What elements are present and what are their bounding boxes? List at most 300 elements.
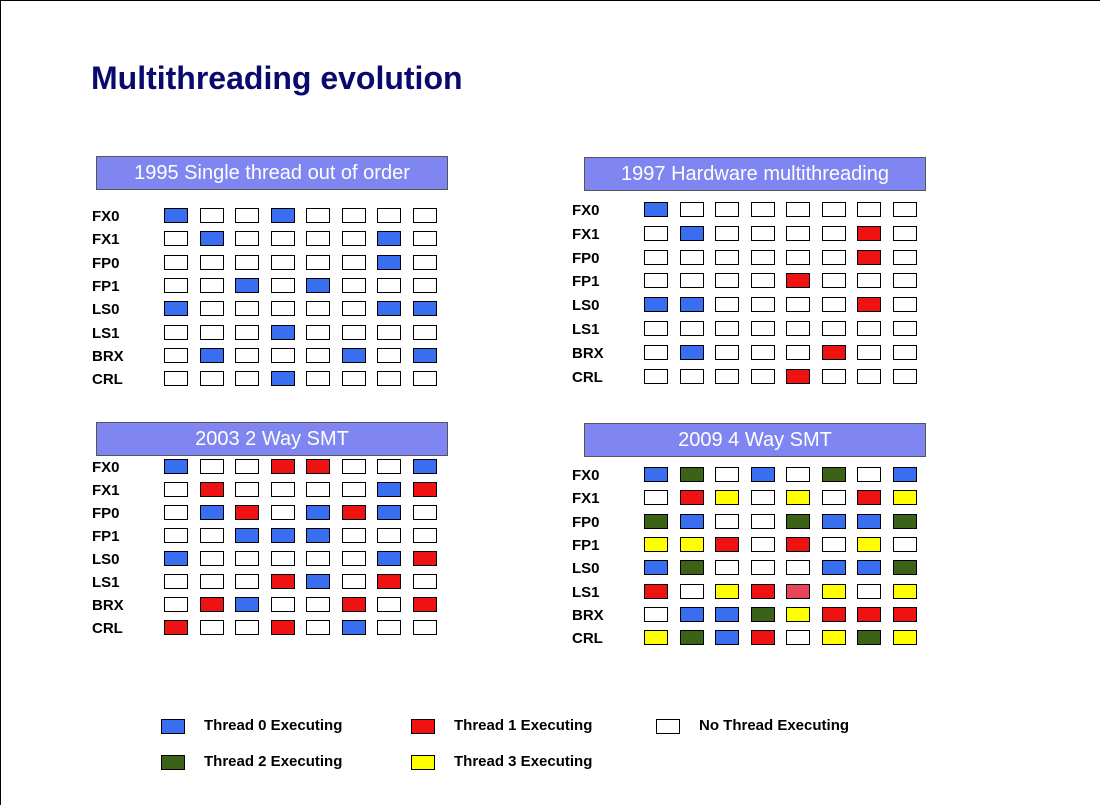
- legend-swatch: [161, 719, 185, 734]
- slot-cell: [715, 584, 739, 599]
- slot-cell: [680, 467, 704, 482]
- slot-cell: [715, 467, 739, 482]
- slot-cell: [271, 231, 295, 246]
- row-label: FX1: [92, 231, 120, 249]
- slide-title: Multithreading evolution: [91, 60, 463, 96]
- slot-cell: [306, 278, 330, 293]
- row-label: FX1: [572, 225, 600, 243]
- slot-cell: [857, 202, 881, 217]
- slot-cell: [306, 301, 330, 316]
- slot-cell: [786, 250, 810, 265]
- slot-cell: [164, 505, 188, 520]
- slot-cell: [377, 574, 401, 589]
- slot-cell: [306, 620, 330, 635]
- slot-cell: [857, 226, 881, 241]
- slot-cell: [644, 297, 668, 312]
- slot-cell: [200, 348, 224, 363]
- slot-cell: [644, 467, 668, 482]
- slot-cell: [822, 369, 846, 384]
- slot-cell: [164, 325, 188, 340]
- legend-swatch: [411, 719, 435, 734]
- slot-cell: [306, 348, 330, 363]
- slot-cell: [715, 607, 739, 622]
- slot-cell: [680, 607, 704, 622]
- slot-cell: [377, 597, 401, 612]
- slot-cell: [377, 528, 401, 543]
- slot-cell: [164, 574, 188, 589]
- row-label: FX0: [92, 208, 120, 225]
- slot-cell: [680, 273, 704, 288]
- row-label: FP0: [92, 254, 120, 272]
- legend-label: Thread 3 Executing: [454, 753, 593, 770]
- slot-cell: [377, 231, 401, 246]
- slot-cell: [644, 537, 668, 552]
- slot-cell: [271, 208, 295, 223]
- slot-cell: [377, 505, 401, 520]
- slot-cell: [306, 574, 330, 589]
- slot-cell: [413, 348, 437, 363]
- slot-cell: [200, 597, 224, 612]
- slot-cell: [715, 560, 739, 575]
- slot-cell: [893, 273, 917, 288]
- slot-cell: [680, 537, 704, 552]
- slot-cell: [893, 467, 917, 482]
- slot-cell: [164, 348, 188, 363]
- row-label: LS1: [572, 321, 600, 338]
- slot-cell: [644, 490, 668, 505]
- slot-cell: [271, 371, 295, 386]
- slot-cell: [235, 551, 259, 566]
- row-label: BRX: [92, 347, 124, 365]
- slot-cell: [413, 278, 437, 293]
- slot-cell: [413, 597, 437, 612]
- slot-cell: [680, 630, 704, 645]
- slot-cell: [644, 321, 668, 336]
- slot-cell: [893, 584, 917, 599]
- slot-cell: [715, 321, 739, 336]
- slot-cell: [235, 301, 259, 316]
- slot-cell: [200, 231, 224, 246]
- slot-cell: [413, 574, 437, 589]
- row-label: BRX: [572, 606, 604, 624]
- slot-cell: [857, 321, 881, 336]
- slot-cell: [822, 321, 846, 336]
- slot-cell: [235, 620, 259, 635]
- row-label: FP0: [572, 249, 600, 267]
- slot-cell: [306, 551, 330, 566]
- slot-cell: [786, 297, 810, 312]
- slot-cell: [644, 273, 668, 288]
- slot-cell: [413, 482, 437, 497]
- slot-cell: [271, 255, 295, 270]
- slot-cell: [751, 467, 775, 482]
- slot-cell: [680, 584, 704, 599]
- slot-cell: [413, 325, 437, 340]
- slot-cell: [822, 584, 846, 599]
- slot-cell: [271, 505, 295, 520]
- panel-title-3: 2003 2 Way SMT: [96, 422, 448, 456]
- slot-cell: [893, 607, 917, 622]
- slot-cell: [786, 467, 810, 482]
- slot-cell: [893, 202, 917, 217]
- slot-cell: [822, 514, 846, 529]
- slot-cell: [413, 208, 437, 223]
- slot-cell: [235, 278, 259, 293]
- slot-cell: [715, 490, 739, 505]
- slot-cell: [680, 560, 704, 575]
- legend-label: Thread 2 Executing: [204, 753, 343, 770]
- legend-label: Thread 0 Executing: [204, 717, 343, 734]
- slot-cell: [644, 607, 668, 622]
- slot-cell: [751, 202, 775, 217]
- slot-cell: [377, 325, 401, 340]
- slot-cell: [306, 325, 330, 340]
- slot-cell: [377, 255, 401, 270]
- slot-cell: [680, 490, 704, 505]
- slot-cell: [342, 255, 366, 270]
- slot-cell: [235, 459, 259, 474]
- slot-cell: [200, 482, 224, 497]
- slot-cell: [857, 630, 881, 645]
- slot-cell: [235, 597, 259, 612]
- slot-cell: [786, 537, 810, 552]
- panel-title-2: 1997 Hardware multithreading: [584, 157, 926, 191]
- slot-cell: [377, 620, 401, 635]
- slot-cell: [857, 584, 881, 599]
- slot-cell: [413, 620, 437, 635]
- slot-cell: [857, 273, 881, 288]
- slot-cell: [164, 459, 188, 474]
- slot-cell: [200, 459, 224, 474]
- slot-cell: [306, 208, 330, 223]
- slot-cell: [200, 371, 224, 386]
- legend-swatch: [411, 755, 435, 770]
- slot-cell: [751, 369, 775, 384]
- slot-cell: [306, 371, 330, 386]
- slot-cell: [644, 560, 668, 575]
- slot-cell: [786, 607, 810, 622]
- slot-cell: [306, 528, 330, 543]
- slot-cell: [342, 459, 366, 474]
- slot-cell: [715, 250, 739, 265]
- slot-cell: [271, 278, 295, 293]
- slot-cell: [822, 490, 846, 505]
- row-label: BRX: [92, 597, 124, 614]
- slot-cell: [680, 369, 704, 384]
- slot-cell: [235, 231, 259, 246]
- slot-cell: [857, 369, 881, 384]
- slot-cell: [164, 208, 188, 223]
- slot-cell: [822, 297, 846, 312]
- slot-cell: [271, 528, 295, 543]
- row-label: CRL: [92, 371, 123, 389]
- slot-cell: [893, 345, 917, 360]
- row-label: LS1: [572, 583, 600, 601]
- slot-cell: [200, 278, 224, 293]
- row-label: FX1: [92, 482, 120, 499]
- panel-title-4: 2009 4 Way SMT: [584, 423, 926, 457]
- slot-cell: [413, 505, 437, 520]
- row-label: CRL: [92, 620, 123, 637]
- row-label: BRX: [572, 344, 604, 362]
- slot-cell: [377, 348, 401, 363]
- slot-cell: [751, 226, 775, 241]
- row-label: LS1: [92, 324, 120, 342]
- slot-cell: [786, 630, 810, 645]
- slot-cell: [751, 560, 775, 575]
- slot-cell: [164, 278, 188, 293]
- row-label: CRL: [572, 630, 603, 648]
- slot-cell: [306, 505, 330, 520]
- slot-cell: [680, 202, 704, 217]
- slot-cell: [235, 574, 259, 589]
- slot-cell: [413, 231, 437, 246]
- slot-cell: [235, 505, 259, 520]
- slot-cell: [786, 490, 810, 505]
- row-label: LS0: [572, 297, 600, 315]
- slot-cell: [857, 250, 881, 265]
- panel-title-1: 1995 Single thread out of order: [96, 156, 448, 190]
- slot-cell: [893, 514, 917, 529]
- slot-cell: [751, 514, 775, 529]
- slot-cell: [377, 551, 401, 566]
- slot-cell: [235, 208, 259, 223]
- slot-cell: [164, 371, 188, 386]
- slot-cell: [822, 250, 846, 265]
- slot-cell: [342, 371, 366, 386]
- slot-cell: [306, 482, 330, 497]
- row-label: FX0: [572, 467, 600, 484]
- slot-cell: [342, 482, 366, 497]
- slot-cell: [200, 301, 224, 316]
- slot-cell: [786, 514, 810, 529]
- slot-cell: [235, 325, 259, 340]
- slot-cell: [822, 537, 846, 552]
- slot-cell: [644, 202, 668, 217]
- slot-cell: [235, 255, 259, 270]
- slot-cell: [786, 369, 810, 384]
- slot-cell: [893, 490, 917, 505]
- slot-cell: [786, 273, 810, 288]
- slot-cell: [235, 528, 259, 543]
- slot-cell: [164, 620, 188, 635]
- slot-cell: [680, 345, 704, 360]
- slot-cell: [751, 537, 775, 552]
- slot-cell: [413, 528, 437, 543]
- row-label: FP1: [572, 536, 600, 554]
- slot-cell: [822, 607, 846, 622]
- slot-cell: [271, 620, 295, 635]
- slot-cell: [751, 607, 775, 622]
- slot-cell: [200, 505, 224, 520]
- slot-cell: [200, 325, 224, 340]
- slot-cell: [893, 560, 917, 575]
- slot-cell: [680, 321, 704, 336]
- slot-cell: [377, 482, 401, 497]
- slot-cell: [715, 297, 739, 312]
- row-label: FP0: [572, 513, 600, 531]
- slot-cell: [342, 231, 366, 246]
- slot-cell: [306, 255, 330, 270]
- slot-cell: [271, 348, 295, 363]
- slot-cell: [822, 630, 846, 645]
- slot-cell: [377, 208, 401, 223]
- legend-swatch: [161, 755, 185, 770]
- slot-cell: [786, 584, 810, 599]
- slot-cell: [715, 202, 739, 217]
- slot-cell: [377, 278, 401, 293]
- row-label: FP1: [92, 277, 120, 295]
- slot-cell: [751, 490, 775, 505]
- slot-cell: [786, 202, 810, 217]
- slot-cell: [857, 537, 881, 552]
- slot-cell: [644, 630, 668, 645]
- slot-cell: [235, 371, 259, 386]
- row-label: CRL: [572, 368, 603, 386]
- slot-cell: [377, 371, 401, 386]
- slot-cell: [857, 560, 881, 575]
- slot-cell: [786, 560, 810, 575]
- slot-cell: [306, 459, 330, 474]
- slot-cell: [342, 620, 366, 635]
- row-label: FX1: [572, 490, 600, 508]
- row-label: FX0: [92, 459, 120, 476]
- slot-cell: [644, 514, 668, 529]
- slot-cell: [271, 597, 295, 612]
- slot-cell: [342, 278, 366, 293]
- slot-cell: [413, 301, 437, 316]
- slot-cell: [715, 537, 739, 552]
- slot-cell: [413, 371, 437, 386]
- slot-cell: [342, 597, 366, 612]
- slot-cell: [715, 273, 739, 288]
- slot-cell: [644, 584, 668, 599]
- slot-cell: [271, 551, 295, 566]
- slot-cell: [644, 226, 668, 241]
- slot-cell: [751, 630, 775, 645]
- slot-cell: [822, 345, 846, 360]
- slot-cell: [342, 574, 366, 589]
- slot-cell: [164, 551, 188, 566]
- slot-cell: [822, 202, 846, 217]
- slot-cell: [413, 459, 437, 474]
- slot-cell: [857, 467, 881, 482]
- slot-cell: [786, 321, 810, 336]
- slot-cell: [342, 348, 366, 363]
- slot-cell: [715, 514, 739, 529]
- slot-cell: [751, 250, 775, 265]
- slot-cell: [271, 301, 295, 316]
- slot-cell: [857, 345, 881, 360]
- slot-cell: [857, 297, 881, 312]
- slot-cell: [857, 490, 881, 505]
- slot-cell: [377, 459, 401, 474]
- slot-cell: [200, 208, 224, 223]
- slot-cell: [413, 551, 437, 566]
- slot-cell: [751, 584, 775, 599]
- slot-cell: [164, 597, 188, 612]
- row-label: LS1: [92, 574, 120, 591]
- legend-label: Thread 1 Executing: [454, 717, 593, 734]
- slot-cell: [822, 467, 846, 482]
- slot-cell: [751, 321, 775, 336]
- slot-cell: [644, 345, 668, 360]
- slot-cell: [200, 551, 224, 566]
- slot-cell: [822, 273, 846, 288]
- slot-cell: [164, 301, 188, 316]
- slot-cell: [751, 297, 775, 312]
- slot-cell: [786, 345, 810, 360]
- slot-cell: [893, 369, 917, 384]
- slot-cell: [271, 459, 295, 474]
- slot-cell: [715, 630, 739, 645]
- slot-cell: [893, 537, 917, 552]
- slot-cell: [200, 528, 224, 543]
- slot-cell: [644, 250, 668, 265]
- slot-cell: [271, 574, 295, 589]
- slot-cell: [342, 551, 366, 566]
- slot-cell: [235, 348, 259, 363]
- slot-cell: [893, 297, 917, 312]
- slot-cell: [164, 231, 188, 246]
- slot-cell: [715, 345, 739, 360]
- row-label: FP1: [92, 528, 120, 545]
- slot-cell: [680, 514, 704, 529]
- slot-cell: [822, 226, 846, 241]
- slot-cell: [413, 255, 437, 270]
- slot-cell: [680, 297, 704, 312]
- slot-cell: [377, 301, 401, 316]
- slot-cell: [822, 560, 846, 575]
- slot-cell: [893, 226, 917, 241]
- slot-cell: [271, 482, 295, 497]
- row-label: FP1: [572, 273, 600, 291]
- row-label: LS0: [92, 301, 120, 319]
- slot-cell: [857, 514, 881, 529]
- slot-cell: [786, 226, 810, 241]
- legend-swatch: [656, 719, 680, 734]
- slot-cell: [715, 226, 739, 241]
- slot-cell: [342, 208, 366, 223]
- slot-cell: [893, 250, 917, 265]
- slot-cell: [857, 607, 881, 622]
- slot-cell: [306, 231, 330, 246]
- slot-cell: [680, 226, 704, 241]
- slot-cell: [644, 369, 668, 384]
- legend-label: No Thread Executing: [699, 717, 850, 734]
- row-label: LS0: [92, 551, 120, 568]
- slot-cell: [164, 255, 188, 270]
- slot-cell: [235, 482, 259, 497]
- slot-cell: [751, 273, 775, 288]
- slot-cell: [271, 325, 295, 340]
- slot-cell: [306, 597, 330, 612]
- slot-cell: [342, 325, 366, 340]
- row-label: FP0: [92, 505, 120, 522]
- slot-cell: [342, 505, 366, 520]
- slot-cell: [200, 620, 224, 635]
- slot-cell: [164, 528, 188, 543]
- row-label: LS0: [572, 560, 600, 578]
- slot-cell: [751, 345, 775, 360]
- slot-cell: [342, 301, 366, 316]
- slot-cell: [893, 321, 917, 336]
- slot-cell: [342, 528, 366, 543]
- slot-cell: [164, 482, 188, 497]
- slot-cell: [200, 255, 224, 270]
- slot-cell: [680, 250, 704, 265]
- slot-cell: [200, 574, 224, 589]
